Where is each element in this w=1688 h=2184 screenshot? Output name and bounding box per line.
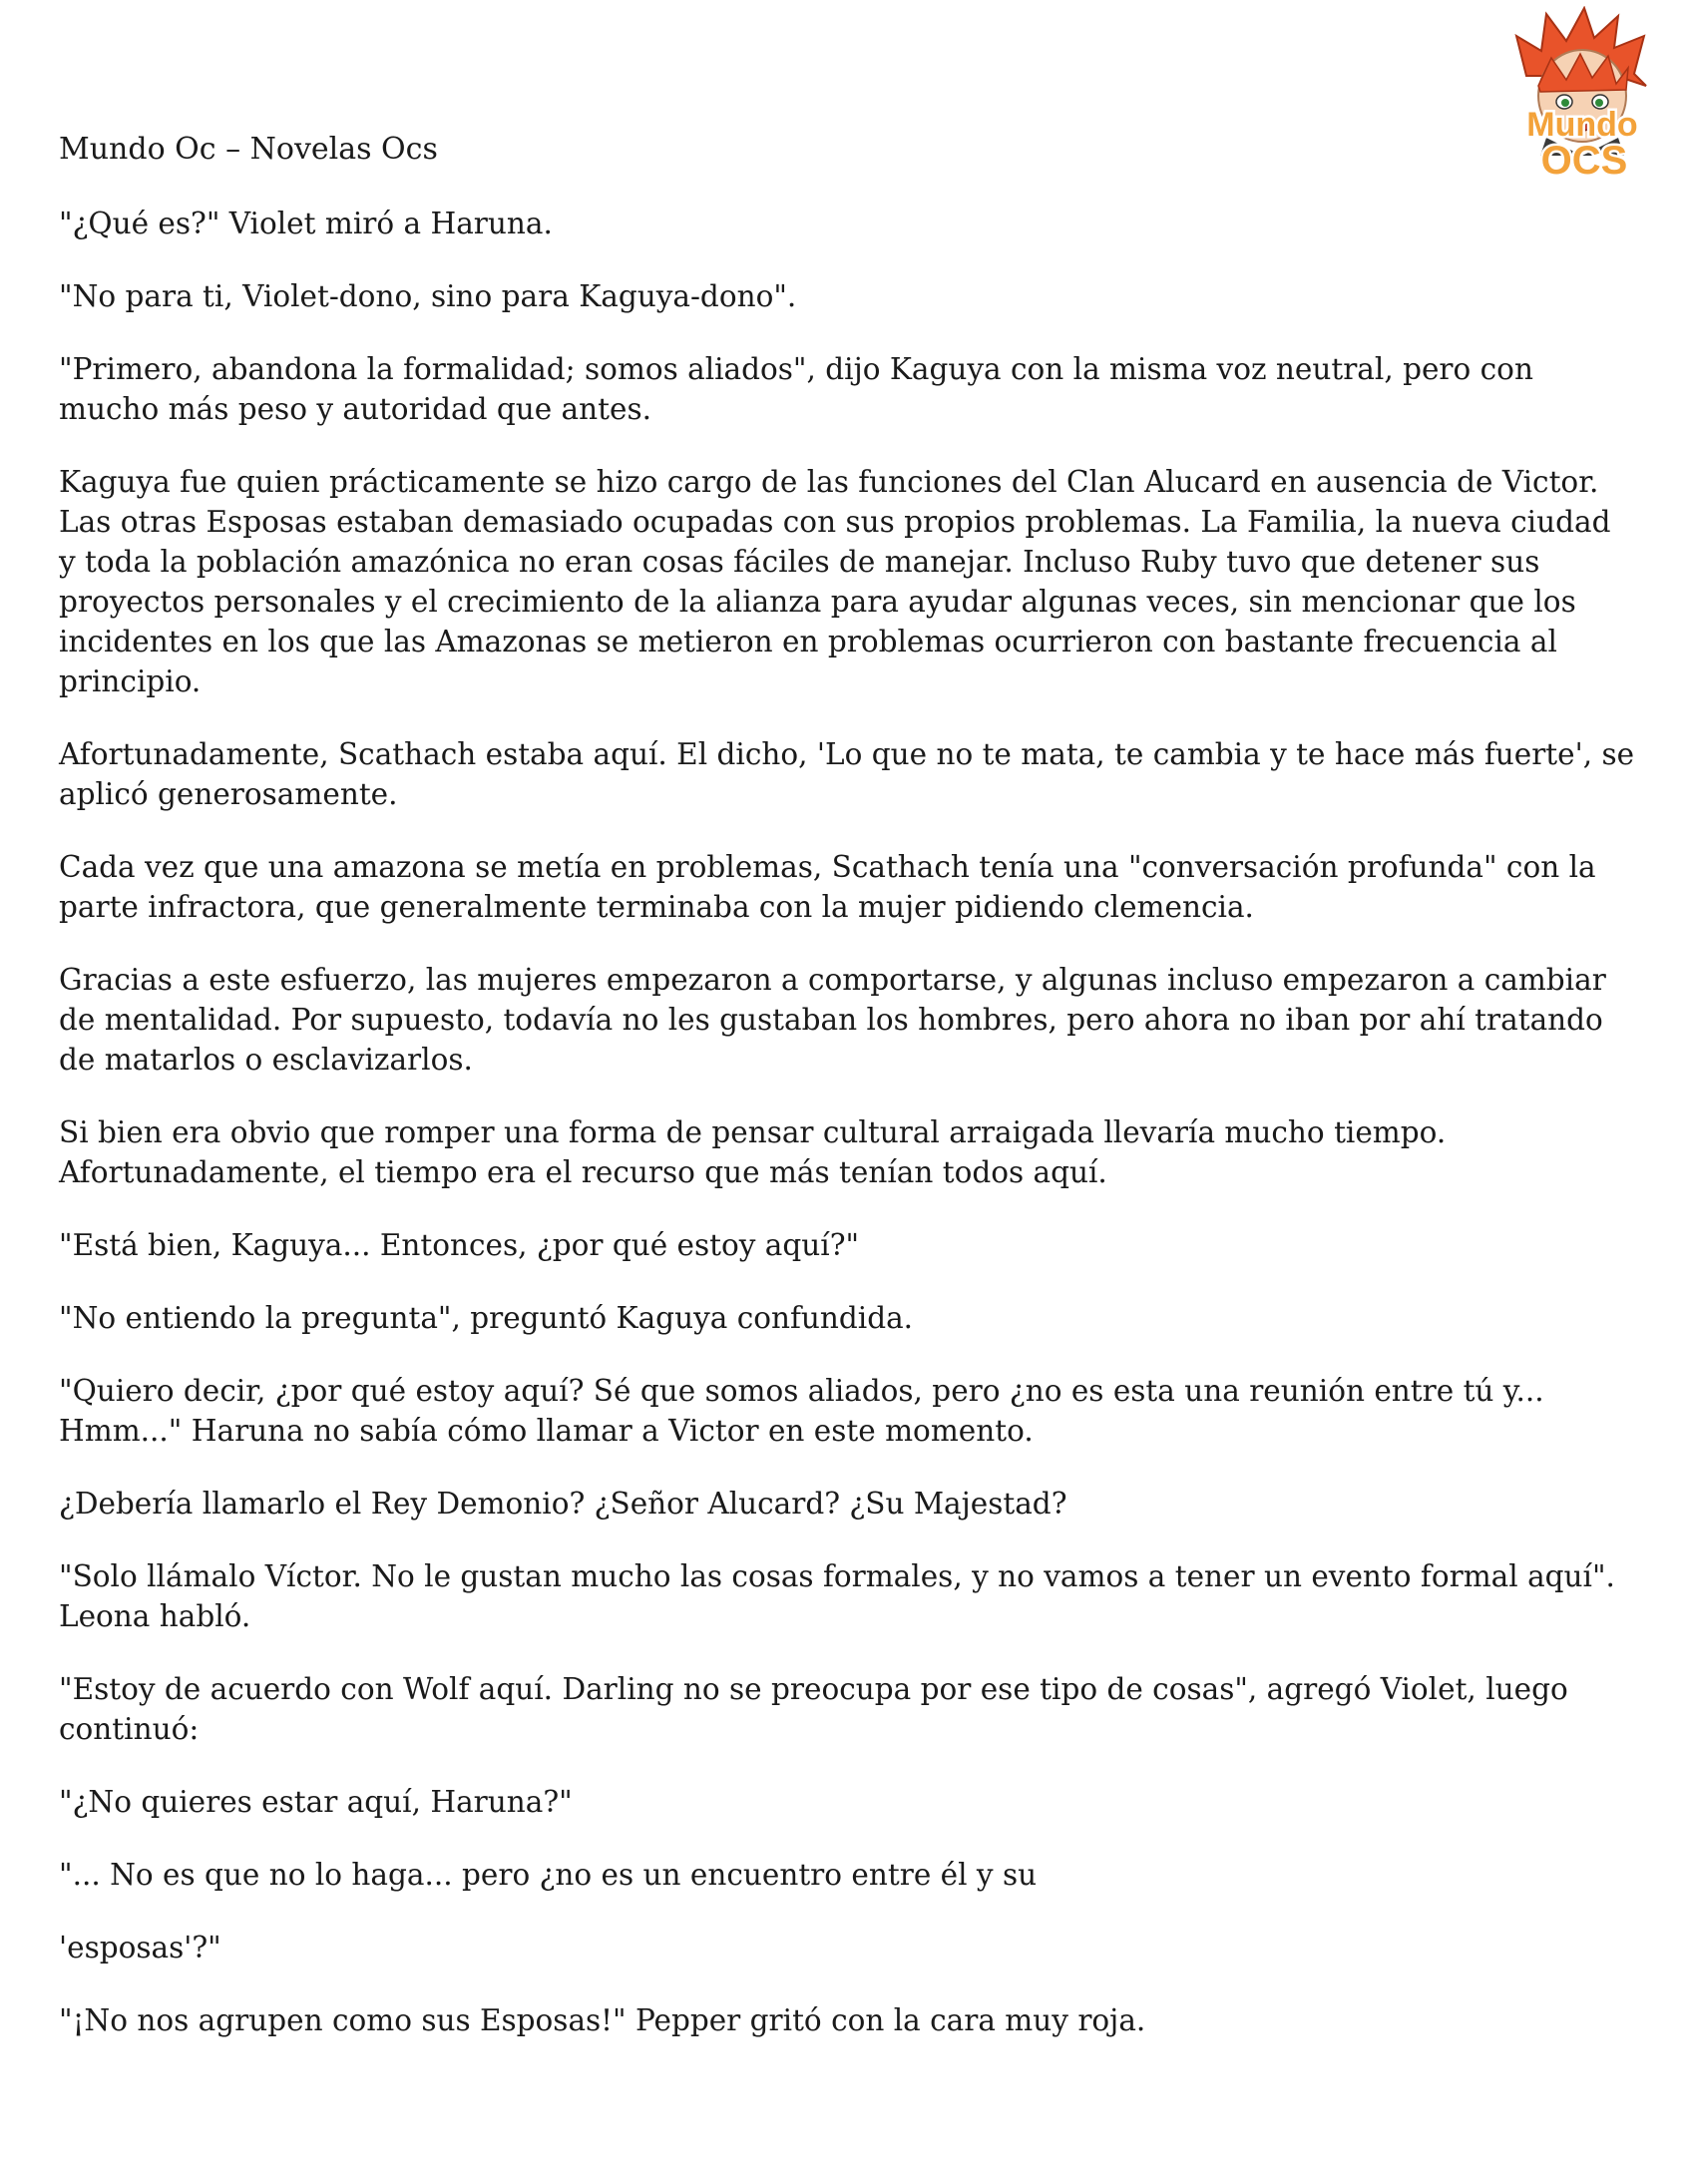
paragraph: "Está bien, Kaguya... Entonces, ¿por qué estoy aquí?": [59, 1228, 860, 1262]
paragraph: Cada vez que una amazona se metía en problemas, Scathach tenía una "conversación profunda" con la parte infractora, que generalmente terminaba con la mujer pidiendo clemencia.: [59, 850, 1596, 924]
paragraph: "¿No quieres estar aquí, Haruna?": [59, 1785, 573, 1819]
paragraph: Si bien era obvio que romper una forma de pensar cultural arraigada llevaría mucho tiempo. Afortunadamente, el tiempo era el recurso que más tenían todos aquí.: [59, 1115, 1447, 1189]
paragraph: "Estoy de acuerdo con Wolf aquí. Darling no se preocupa por ese tipo de cosas", agregó Violet, luego continuó:: [59, 1672, 1568, 1746]
paragraph: "No entiendo la pregunta", preguntó Kaguya confundida.: [59, 1301, 914, 1335]
svg-text:OCS: OCS: [1540, 139, 1628, 183]
mundo-ocs-logo: [1496, 6, 1668, 184]
paragraph: "Primero, abandona la formalidad; somos aliados", dijo Kaguya con la misma voz neutral, pero con mucho más peso y autoridad que antes.: [59, 352, 1533, 426]
paragraph: "No para ti, Violet-dono, sino para Kaguya-dono".: [59, 279, 797, 313]
document-header: Mundo Oc – Novelas Ocs: [59, 132, 438, 167]
paragraph: "Solo llámalo Víctor. No le gustan mucho las cosas formales, y no vamos a tener un evento formal aquí". Leona habló.: [59, 1559, 1615, 1633]
paragraph: 'esposas'?": [59, 1931, 221, 1965]
document-body: [59, 204, 1635, 2073]
paragraph: "¿Qué es?" Violet miró a Haruna.: [59, 207, 553, 240]
paragraph: "Quiero decir, ¿por qué estoy aquí? Sé que somos aliados, pero ¿no es esta una reunión entre tú y... Hmm..." Haruna no sabía cómo llamar a Victor en este momento.: [59, 1374, 1544, 1448]
paragraph: "... No es que no lo haga... pero ¿no es un encuentro entre él y su: [59, 1858, 1038, 1892]
svg-text:Mundo: Mundo: [1526, 106, 1638, 144]
paragraph: Kaguya fue quien prácticamente se hizo cargo de las funciones del Clan Alucard en ausencia de Victor. Las otras Esposas estaban demasiado ocupadas con sus propios problemas. La Familia, la nueva ciudad y toda la población amazónica no eran cosas fáciles de manejar. Incluso Ruby tuvo que detener sus proyectos personales y el crecimiento de la alianza para ayudar algunas veces, sin mencionar que los incidentes en los que las Amazonas se metieron en problemas ocurrieron con bastante frecuencia al principio.: [59, 465, 1611, 698]
paragraph: Gracias a este esfuerzo, las mujeres empezaron a comportarse, y algunas incluso empezaron a cambiar de mentalidad. Por supuesto, todavía no les gustaban los hombres, pero ahora no iban por ahí tratando de matarlos o esclavizarlos.: [59, 963, 1606, 1077]
paragraph: ¿Debería llamarlo el Rey Demonio? ¿Señor Alucard? ¿Su Majestad?: [59, 1487, 1067, 1521]
paragraph: "¡No nos agrupen como sus Esposas!" Pepper gritó con la cara muy roja.: [59, 2003, 1146, 2037]
paragraph: Afortunadamente, Scathach estaba aquí. El dicho, 'Lo que no te mata, te cambia y te hace más fuerte', se aplicó generosamente.: [59, 737, 1635, 811]
